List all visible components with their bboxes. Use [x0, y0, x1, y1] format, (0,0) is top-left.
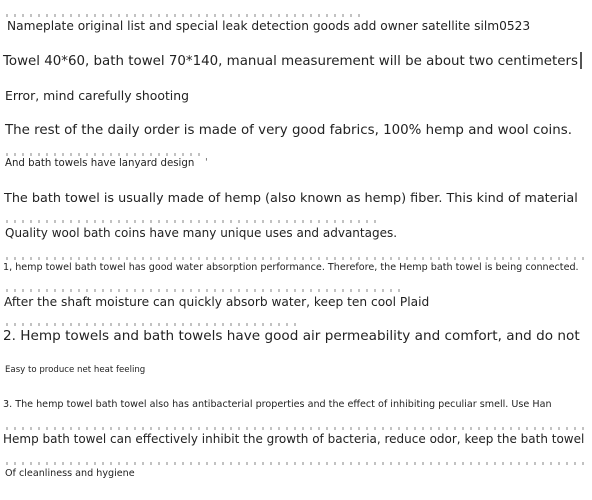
text-line: Nameplate original list and special leak detection goods add owner satellite silm0523	[7, 19, 531, 33]
ghost-text-row	[0, 14, 360, 17]
text-line: And bath towels have lanyard design	[5, 158, 195, 169]
ghost-text-row	[0, 220, 380, 223]
text-line: 2. Hemp towels and bath towels have good air permeability and comfort, and do not	[3, 328, 580, 344]
ghost-text-row	[0, 289, 400, 292]
ghost-text-row	[0, 462, 588, 465]
ghost-text-row	[0, 427, 588, 430]
stray-mark: '	[205, 157, 208, 168]
text-line: 1, hemp towel bath towel has good water absorption performance. Therefore, the Hemp bath towel is being connected.	[3, 262, 579, 273]
ghost-text-row	[0, 257, 588, 260]
text-cursor-mark	[580, 52, 582, 69]
text-line: Towel 40*60, bath towel 70*140, manual measurement will be about two centimeters	[3, 54, 578, 69]
text-line: Easy to produce net heat feeling	[5, 365, 146, 375]
text-line: The rest of the daily order is made of very good fabrics, 100% hemp and wool coins.	[5, 123, 572, 138]
text-line: Hemp bath towel can effectively inhibit the growth of bacteria, reduce odor, keep the bath towel	[3, 432, 585, 446]
text-line: The bath towel is usually made of hemp (also known as hemp) fiber. This kind of material	[4, 191, 578, 206]
ghost-text-row	[0, 153, 200, 156]
text-line: After the shaft moisture can quickly absorb water, keep ten cool Plaid	[4, 295, 430, 309]
ghost-text-row	[0, 323, 300, 326]
text-line: Of cleanliness and hygiene	[5, 468, 135, 479]
text-line: 3. The hemp towel bath towel also has antibacterial properties and the effect of inhibiting peculiar smell. Use Han	[3, 399, 552, 410]
text-line: Error, mind carefully shooting	[5, 88, 189, 103]
text-line: Quality wool bath coins have many unique uses and advantages.	[5, 226, 398, 240]
